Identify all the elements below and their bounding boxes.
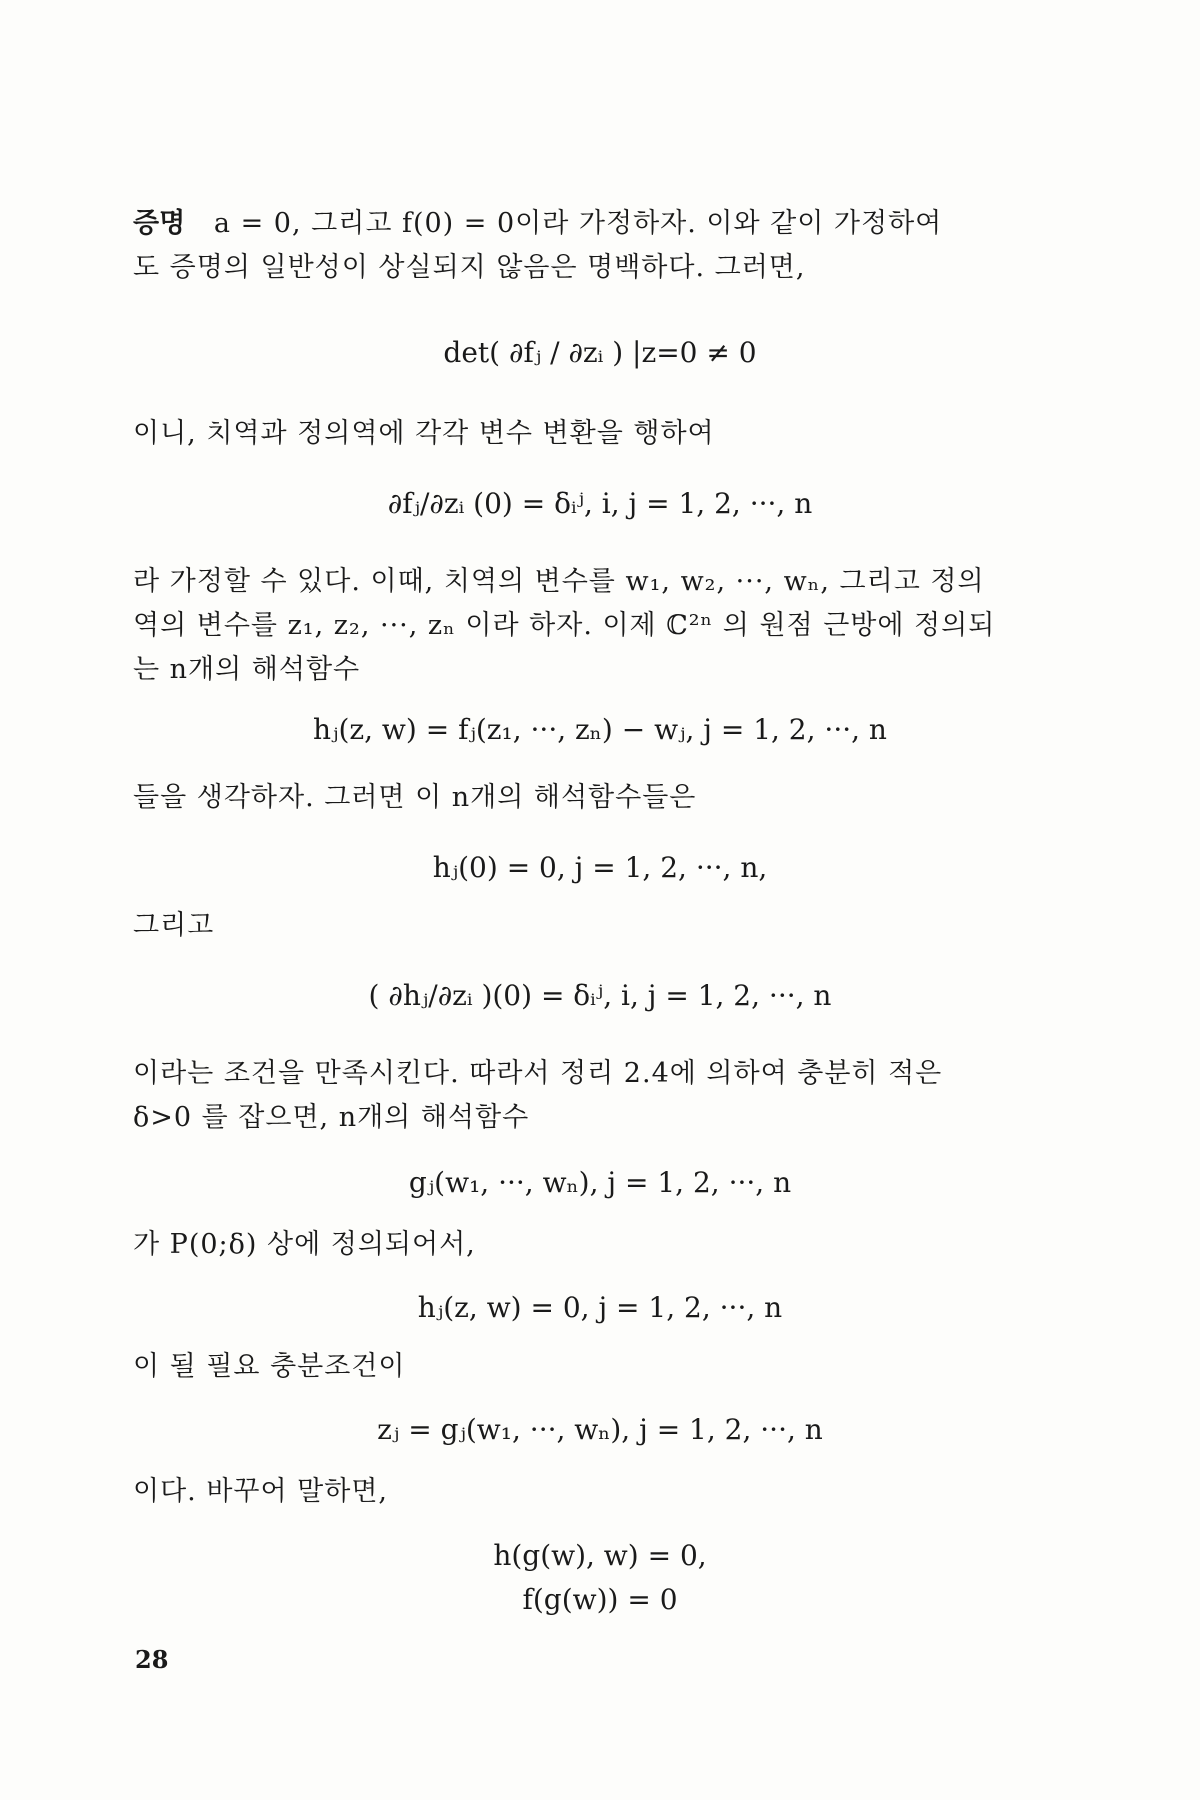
paragraph-necessary-sufficient: 이 될 필요 충분조건이 (133, 1351, 406, 1382)
variables-line-2: 역의 변수를 z₁, z₂, ···, zₙ 이라 하자. 이제 ℂ²ⁿ 의 원점 근방에 정의되 (133, 610, 996, 641)
page-number: 28 (135, 1645, 169, 1674)
equation-h-derivative: ( ∂hⱼ/∂zᵢ )(0) = δᵢʲ, i, j = 1, 2, ···, n (368, 979, 832, 1012)
equation-h-zero: hⱼ(0) = 0, j = 1, 2, ···, n, (432, 851, 768, 884)
equation-jacobian-delta: ∂fⱼ/∂zᵢ (0) = δᵢʲ, i, j = 1, 2, ···, n (387, 487, 813, 520)
paragraph-variables (133, 560, 1013, 692)
equation-h-definition: hⱼ(z, w) = fⱼ(z₁, ···, zₙ) − wⱼ, j = 1, 2, ···, n (313, 713, 887, 746)
proof-paragraph (133, 202, 1013, 290)
variables-line-3: 는 n개의 해석함수 (133, 654, 361, 685)
paragraph-variable-change: 이니, 치역과 정의역에 각각 변수 변환을 행하여 (133, 418, 715, 449)
paragraph-and: 그리고 (133, 910, 215, 941)
equation-determinant: det( ∂fⱼ / ∂zᵢ ) |z=0 ≠ 0 (443, 336, 757, 369)
equation-f-of-g: f(g(w)) = 0 (522, 1583, 678, 1616)
paragraph-consider: 들을 생각하자. 그러면 이 n개의 해석함수들은 (133, 782, 697, 813)
condition-line-1: 이라는 조건을 만족시킨다. 따라서 정리 2.4에 의하여 충분히 적은 (133, 1058, 943, 1089)
equation-z-equals-g: zⱼ = gⱼ(w₁, ···, wₙ), j = 1, 2, ···, n (377, 1413, 823, 1446)
paragraph-defined-on: 가 P(0;δ) 상에 정의되어서, (133, 1229, 476, 1260)
condition-line-2: δ>0 를 잡으면, n개의 해석함수 (133, 1102, 530, 1133)
proof-line-1-text: a = 0, 그리고 f(0) = 0이라 가정하자. 이와 같이 가정하여 (213, 208, 943, 239)
proof-line-2: 도 증명의 일반성이 상실되지 않음은 명백하다. 그러면, (133, 252, 806, 283)
paragraph-condition (133, 1052, 1013, 1140)
proof-keyword: 증명 (133, 208, 186, 239)
proof-line-1 (133, 202, 1013, 246)
equation-h-of-g: h(g(w), w) = 0, (493, 1539, 707, 1572)
equation-g-functions: gⱼ(w₁, ···, wₙ), j = 1, 2, ···, n (408, 1166, 792, 1199)
paragraph-in-other-words: 이다. 바꾸어 말하면, (133, 1476, 388, 1507)
equation-h-equals-zero: hⱼ(z, w) = 0, j = 1, 2, ···, n (417, 1291, 783, 1324)
variables-line-1: 라 가정할 수 있다. 이때, 치역의 변수를 w₁, w₂, ···, wₙ, 그리고 정의 (133, 566, 985, 597)
